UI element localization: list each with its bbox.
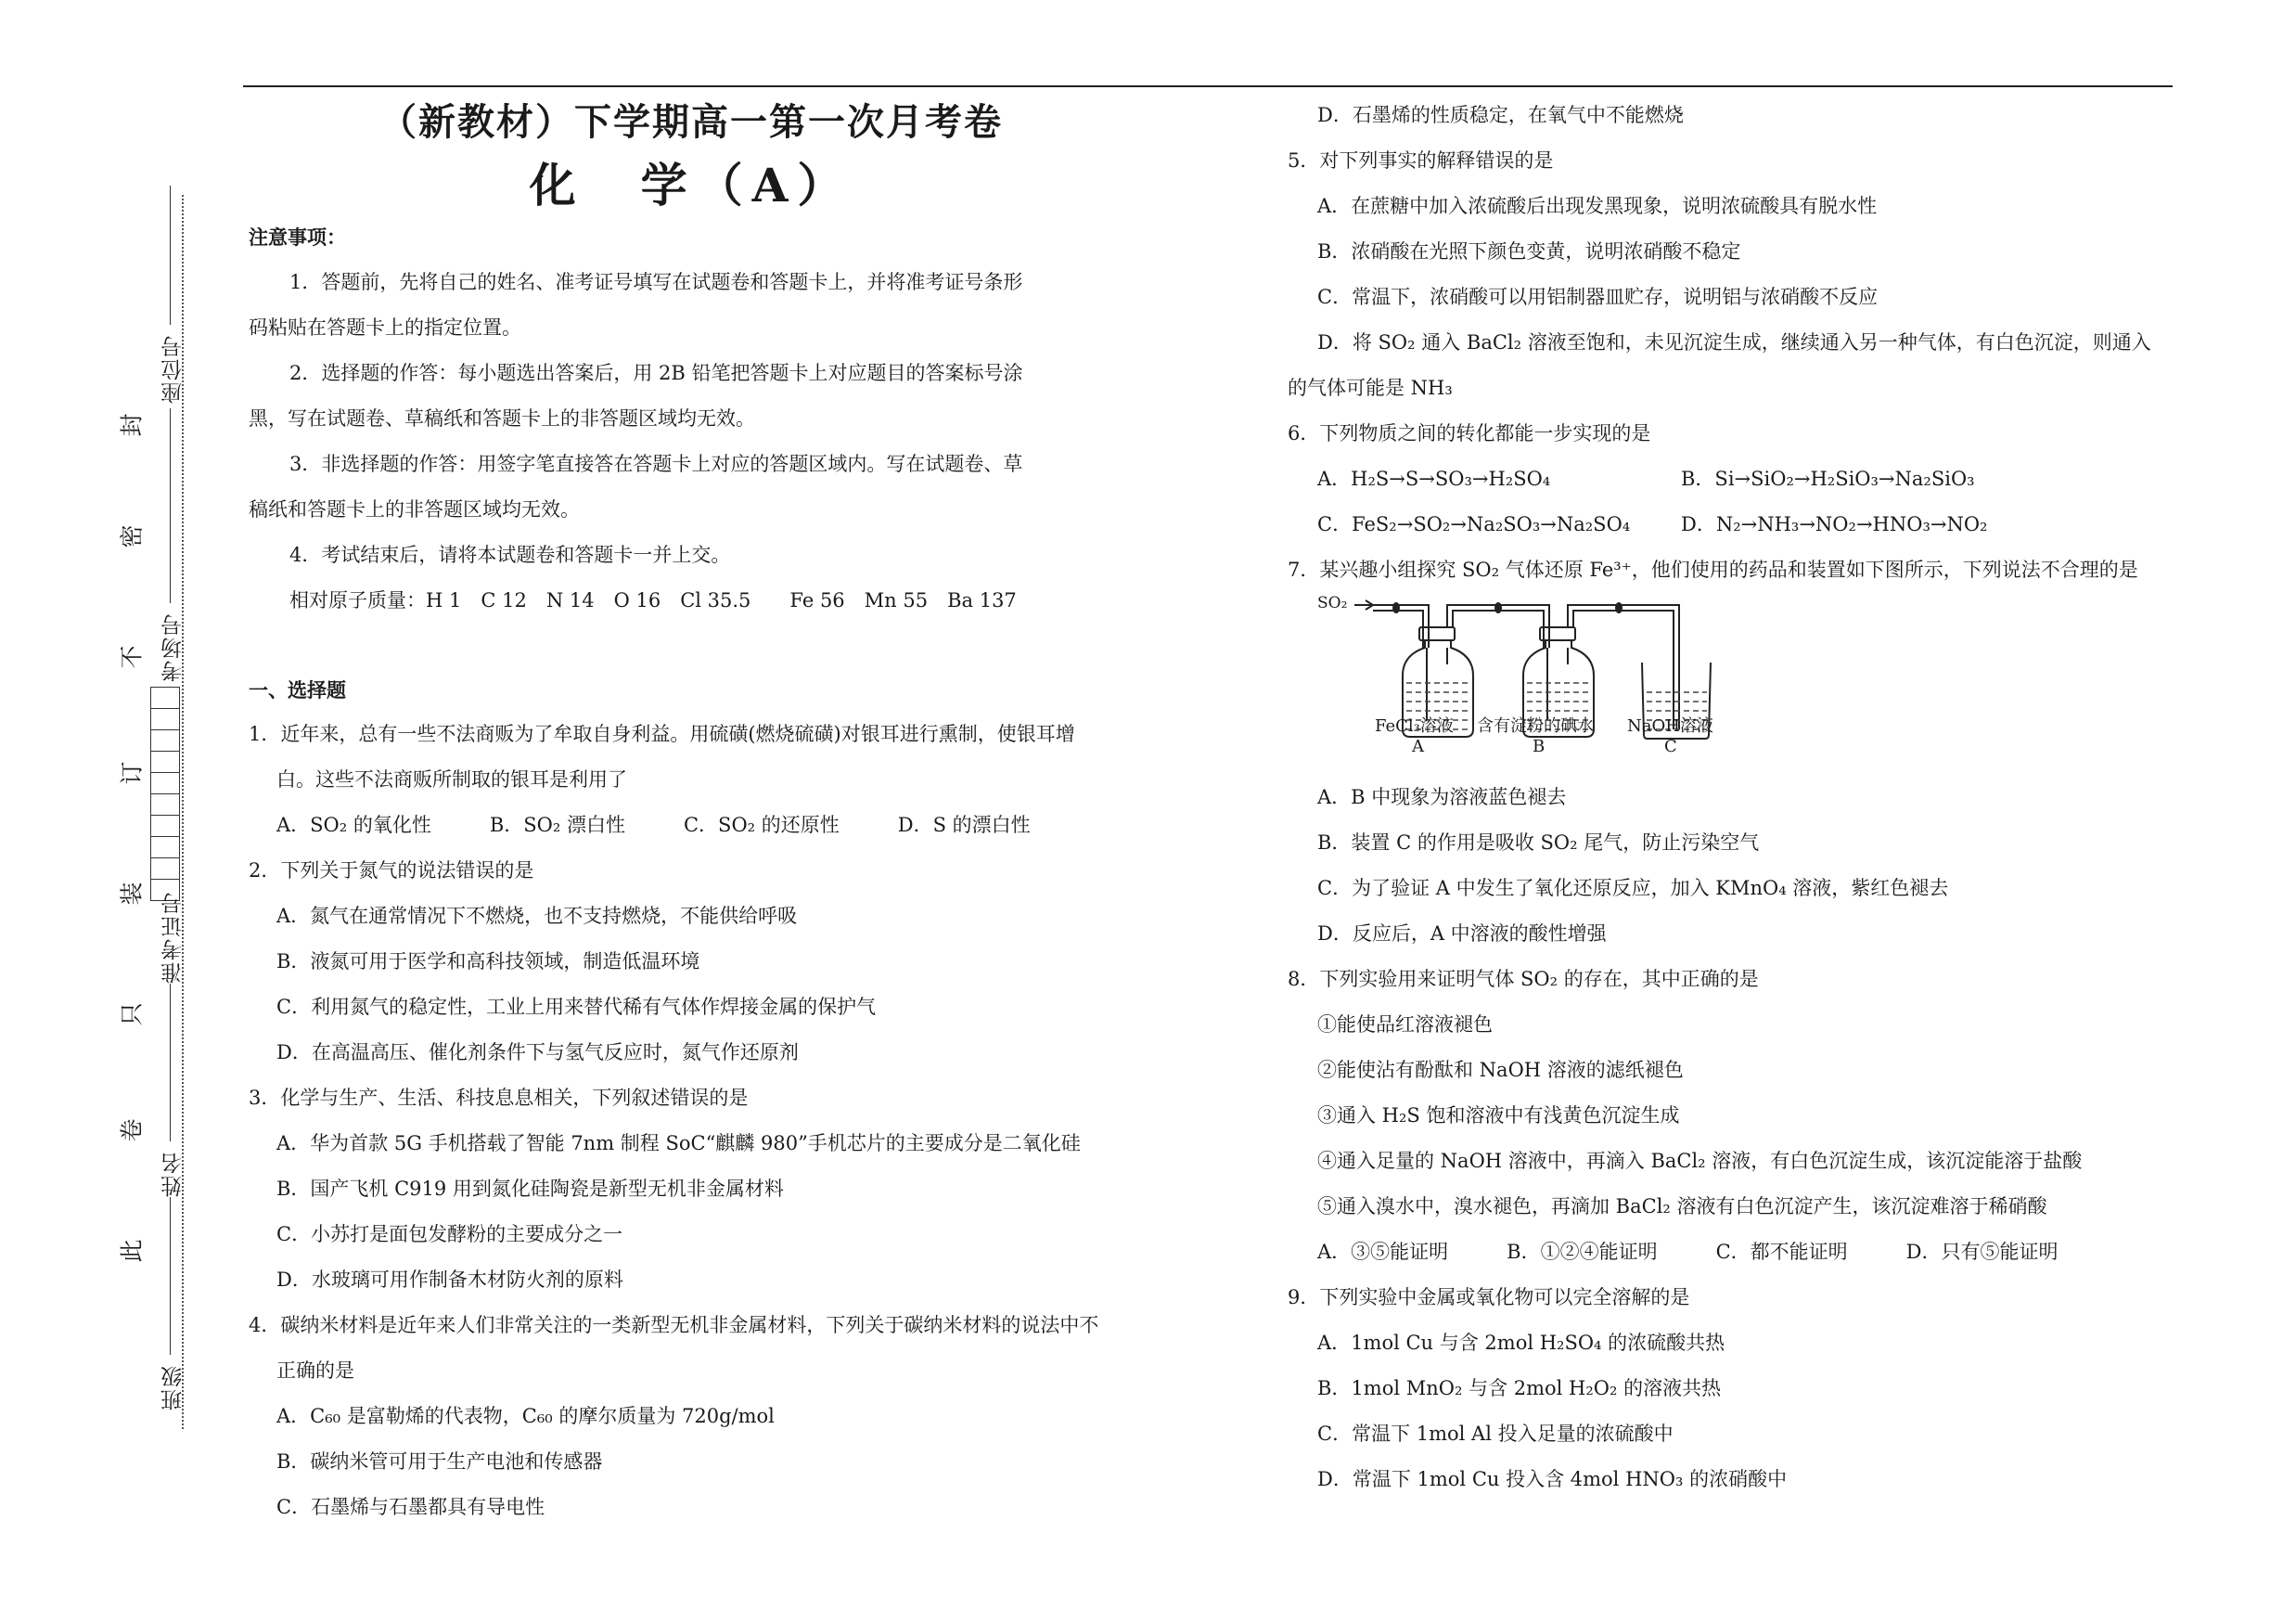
seat-number-label: 座位号: [161, 334, 186, 404]
statement-line: ④通入足量的 NaOH 溶液中，再滴入 BaCl₂ 溶液，有白色沉淀生成，该沉淀能溶于盐酸: [1317, 1150, 2083, 1172]
option-line: A．SO₂ 的氧化性 B．SO₂ 漂白性 C．SO₂ 的还原性 D．S 的漂白性: [276, 814, 1031, 836]
beaker-c-letter: C: [1664, 737, 1677, 756]
question-line: 6．下列物质之间的转化都能一步实现的是: [1288, 422, 1651, 444]
beaker-c-label: NaOH溶液: [1627, 716, 1713, 736]
admission-number-label: 准考证号: [161, 891, 186, 984]
question-line: 正确的是: [276, 1359, 354, 1382]
question-line: 7．某兴趣小组探究 SO₂ 气体还原 Fe³⁺，他们使用的药品和装置如下图所示，下列说法不合理的是: [1288, 559, 2138, 581]
notice-line: 稿纸和答题卡上的非答题区域均无效。: [249, 498, 580, 521]
notice-line: 1．答题前，先将自己的姓名、准考证号填写在试题卷和答题卡上，并将准考证号条形: [289, 271, 1023, 293]
bottle-a-letter: A: [1412, 737, 1424, 756]
question-line: 5．对下列事实的解释错误的是: [1288, 149, 1554, 172]
option-line: A．在蔗糖中加入浓硫酸后出现发黑现象，说明浓硫酸具有脱水性: [1317, 195, 1878, 217]
class-label: 班级: [161, 1364, 186, 1410]
exam-room-field[interactable]: [170, 408, 171, 603]
notice-heading: 注意事项：: [249, 225, 346, 249]
question-line: 4．碳纳米材料是近年来人们非常关注的一类新型无机非金属材料，下列关于碳纳米材料的说法中不: [249, 1314, 1099, 1336]
notice-line: 3．非选择题的作答：用签字笔直接答在答题卡上对应的答题区域内。写在试题卷、草: [289, 453, 1023, 475]
option-line: B．1mol MnO₂ 与含 2mol H₂O₂ 的溶液共热: [1317, 1377, 1722, 1399]
notice-line: 码粘贴在答题卡上的指定位置。: [249, 316, 521, 339]
seal-char: 封: [118, 413, 146, 437]
option-line: C．为了验证 A 中发生了氧化还原反应，加入 KMnO₄ 溶液，紫红色褪去: [1317, 877, 1949, 899]
option-line: C．小苏打是面包发酵粉的主要成分之一: [276, 1223, 623, 1245]
option-line: A．③⑤能证明 B．①②④能证明 C．都不能证明 D．只有⑤能证明: [1317, 1241, 2059, 1263]
option-line: D．将 SO₂ 通入 BaCl₂ 溶液至饱和，未见沉淀生成，继续通入另一种气体，有白色沉淀，则通入: [1317, 331, 2151, 354]
question-line: 2．下列关于氮气的说法错误的是: [249, 859, 534, 882]
option-line: D．N₂→NH₃→NO₂→HNO₃→NO₂: [1681, 513, 1988, 535]
option-line: C．常温下 1mol Al 投入足量的浓硫酸中: [1317, 1423, 1674, 1445]
name-field[interactable]: [170, 984, 171, 1141]
question-line: 8．下列实验用来证明气体 SO₂ 的存在，其中正确的是: [1288, 968, 1759, 990]
bottle-a-label: FeCl₃溶液: [1375, 716, 1454, 736]
question-line: 3．化学与生产、生活、科技息息相关，下列叙述错误的是: [249, 1087, 749, 1109]
seal-char: 密: [118, 524, 146, 548]
option-line: B．液氮可用于医学和高科技领域，制造低温环境: [276, 950, 700, 973]
option-line: A．H₂S→S→SO₃→H₂SO₄: [1317, 468, 1551, 490]
option-line: C．石墨烯与石墨都具有导电性: [276, 1496, 545, 1518]
option-line: B．装置 C 的作用是吸收 SO₂ 尾气，防止污染空气: [1317, 831, 1760, 854]
name-label: 姓名: [161, 1151, 186, 1197]
option-line: D．石墨烯的性质稳定，在氧气中不能燃烧: [1317, 104, 1684, 126]
inlet-label: SO₂: [1317, 594, 1348, 612]
section-heading: 一、选择题: [249, 678, 346, 702]
option-line: 的气体可能是 NH₃: [1288, 377, 1453, 399]
option-line: B．浓硝酸在光照下颜色变黄，说明浓硝酸不稳定: [1317, 240, 1741, 263]
option-line: A．氮气在通常情况下不燃烧，也不支持燃烧，不能供给呼吸: [276, 905, 798, 927]
seal-char: 只: [118, 1002, 146, 1026]
option-line: D．水玻璃可用作制备木材防火剂的原料: [276, 1269, 623, 1291]
seal-char: 不: [118, 645, 146, 669]
statement-line: ①能使品红溶液褪色: [1317, 1013, 1493, 1036]
option-line: B．国产飞机 C919 用到氮化硅陶瓷是新型无机非金属材料: [276, 1178, 784, 1200]
subject-title: 化 学（A）: [529, 158, 853, 213]
option-line: A．1mol Cu 与含 2mol H₂SO₄ 的浓硫酸共热: [1317, 1332, 1725, 1354]
option-line: B．Si→SiO₂→H₂SiO₃→Na₂SiO₃: [1681, 468, 1975, 490]
option-line: A．C₆₀ 是富勒烯的代表物，C₆₀ 的摩尔质量为 720g/mol: [276, 1405, 775, 1427]
statement-line: ②能使沾有酚酞和 NaOH 溶液的滤纸褪色: [1317, 1059, 1684, 1081]
statement-line: ⑤通入溴水中，溴水褪色，再滴加 BaCl₂ 溶液有白色沉淀产生，该沉淀难溶于稀硝酸: [1317, 1195, 2047, 1217]
class-field[interactable]: [170, 1197, 171, 1355]
seal-char: 订: [118, 761, 146, 785]
option-line: D．在高温高压、催化剂条件下与氢气反应时，氮气作还原剂: [276, 1041, 799, 1063]
exam-title: （新教材）下学期高一第一次月考卷: [379, 100, 1003, 144]
bottle-b-label: 含有淀粉的碘水: [1477, 716, 1594, 736]
option-line: C．利用氮气的稳定性，工业上用来替代稀有气体作焊接金属的保护气: [276, 996, 877, 1018]
statement-line: ③通入 H₂S 饱和溶液中有浅黄色沉淀生成: [1317, 1104, 1680, 1127]
bottle-b-letter: B: [1533, 737, 1546, 756]
question-line: 白。这些不法商贩所制取的银耳是利用了: [276, 768, 627, 791]
notice-line: 4．考试结束后，请将本试题卷和答题卡一并上交。: [289, 544, 731, 566]
option-line: D．常温下 1mol Cu 投入含 4mol HNO₃ 的浓硝酸中: [1317, 1468, 1788, 1490]
option-line: C．FeS₂→SO₂→Na₂SO₃→Na₂SO₄: [1317, 513, 1631, 535]
seal-char: 装: [118, 882, 146, 906]
option-line: A．B 中现象为溶液蓝色褪去: [1317, 786, 1567, 808]
header-rule: [243, 85, 2173, 87]
atomic-mass-line: 相对原子质量：H 1 C 12 N 14 O 16 Cl 35.5 Fe 56 Mn 55 Ba 137: [289, 589, 1017, 612]
exam-room-label: 考场号: [161, 612, 186, 682]
admission-boxes[interactable]: [150, 687, 180, 901]
option-line: B．碳纳米管可用于生产电池和传感器: [276, 1450, 603, 1473]
option-line: D．反应后，A 中溶液的酸性增强: [1317, 922, 1607, 945]
notice-line: 2．选择题的作答：每小题选出答案后，用 2B 铅笔把答题卡上对应题目的答案标号涂: [289, 362, 1023, 384]
seal-char: 卷: [118, 1118, 146, 1142]
seal-char: 此: [118, 1239, 146, 1263]
option-line: C．常温下，浓硝酸可以用铝制器皿贮存，说明铝与浓硝酸不反应: [1317, 286, 1879, 308]
notice-line: 黑，写在试题卷、草稿纸和答题卡上的非答题区域均无效。: [249, 407, 755, 430]
option-line: A．华为首款 5G 手机搭载了智能 7nm 制程 SoC“麒麟 980”手机芯片的主要成分是二氧化硅: [276, 1132, 1081, 1154]
question-line: 9．下列实验中金属或氧化物可以完全溶解的是: [1288, 1286, 1690, 1308]
question-line: 1．近年来，总有一些不法商贩为了牟取自身利益。用硫磺(燃烧硫磺)对银耳进行熏制，使银耳增: [249, 723, 1075, 745]
